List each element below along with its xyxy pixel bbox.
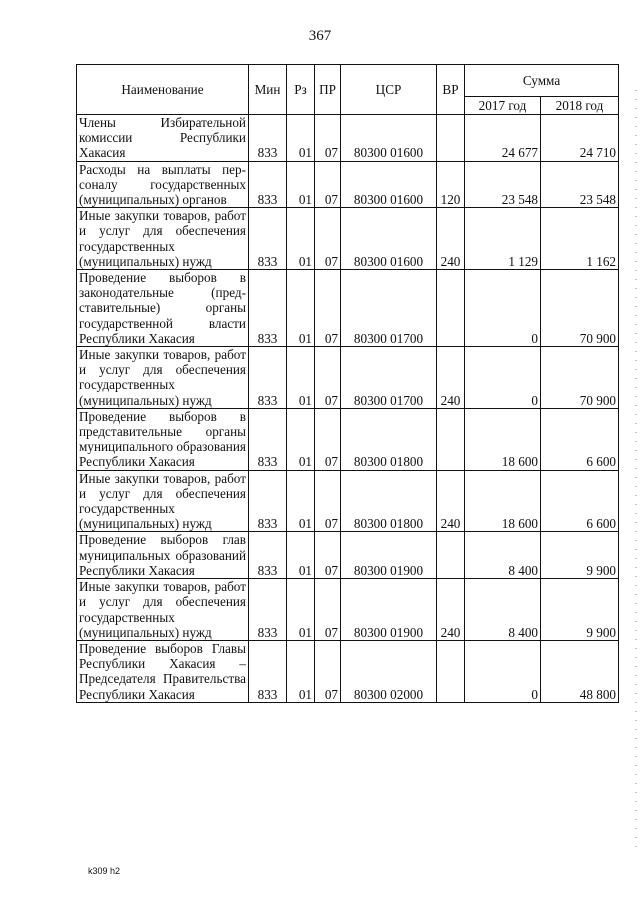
cell-min: 833 [249,347,287,409]
cell-name: Иные закупки товаров, работ и услуг для обеспечения государственных (муниципальных) нужд [77,470,249,532]
cell-csr: 80300 01700 [341,347,437,409]
header-row [77,65,619,97]
table-row [77,161,619,208]
cell-2017: 8 400 [465,532,541,579]
cell-vr [437,270,465,347]
cell-csr: 80300 01800 [341,470,437,532]
cell-vr [437,532,465,579]
cell-2017: 23 548 [465,161,541,208]
budget-table [76,64,619,703]
cell-csr: 80300 01700 [341,270,437,347]
cell-csr: 80300 01600 [341,208,437,270]
cell-rz: 01 [287,115,315,162]
header-2018: 2018 год [541,97,619,115]
cell-2018: 70 900 [541,270,619,347]
cell-pr: 07 [315,161,341,208]
cell-2017: 18 600 [465,408,541,470]
cell-rz: 01 [287,470,315,532]
cell-rz: 01 [287,532,315,579]
cell-2018: 9 900 [541,532,619,579]
header-2017: 2017 год [465,97,541,115]
cell-vr [437,115,465,162]
cell-2017: 1 129 [465,208,541,270]
scan-edge-marks [635,90,637,850]
cell-csr: 80300 01600 [341,161,437,208]
cell-name: Расходы на выплаты персоналу государственных (муниципальных) органов [77,161,249,208]
cell-2017: 0 [465,347,541,409]
cell-rz: 01 [287,347,315,409]
cell-pr: 07 [315,270,341,347]
cell-name: Члены Избирательной комиссии Республики Хакасия [77,115,249,162]
table-row [77,347,619,409]
cell-min: 833 [249,532,287,579]
header-sum: Сумма [465,65,619,97]
cell-pr: 07 [315,470,341,532]
cell-rz: 01 [287,161,315,208]
cell-rz: 01 [287,640,315,702]
table-body [77,115,619,703]
table-row [77,208,619,270]
table-row [77,640,619,702]
cell-vr: 240 [437,579,465,641]
cell-2018: 6 600 [541,408,619,470]
cell-csr: 80300 02000 [341,640,437,702]
cell-vr: 240 [437,208,465,270]
cell-2018: 70 900 [541,347,619,409]
cell-pr: 07 [315,347,341,409]
cell-name: Иные закупки товаров, работ и услуг для обеспечения государственных (муниципальных) нужд [77,208,249,270]
header-min: Мин [249,65,287,115]
cell-pr: 07 [315,532,341,579]
cell-csr: 80300 01900 [341,532,437,579]
cell-name: Иные закупки товаров, работ и услуг для обеспечения государственных (муниципальных) нужд [77,579,249,641]
header-rz: Рз [287,65,315,115]
cell-min: 833 [249,270,287,347]
footer-code: k309 h2 [88,866,121,876]
cell-csr: 80300 01800 [341,408,437,470]
cell-2018: 9 900 [541,579,619,641]
table-row [77,408,619,470]
cell-min: 833 [249,161,287,208]
cell-rz: 01 [287,579,315,641]
header-pr: ПР [315,65,341,115]
table-row [77,470,619,532]
table-row [77,532,619,579]
cell-pr: 07 [315,408,341,470]
cell-min: 833 [249,579,287,641]
cell-vr [437,408,465,470]
cell-pr: 07 [315,208,341,270]
cell-2017: 24 677 [465,115,541,162]
cell-2017: 0 [465,640,541,702]
cell-2018: 24 710 [541,115,619,162]
cell-vr: 240 [437,470,465,532]
cell-pr: 07 [315,579,341,641]
cell-name: Проведение выборов в представительные органы муниципального образования Республики Хакасия [77,408,249,470]
table-row [77,115,619,162]
cell-2017: 0 [465,270,541,347]
cell-2018: 1 162 [541,208,619,270]
cell-2017: 18 600 [465,470,541,532]
cell-min: 833 [249,115,287,162]
cell-min: 833 [249,408,287,470]
cell-min: 833 [249,208,287,270]
cell-2018: 6 600 [541,470,619,532]
cell-vr: 240 [437,347,465,409]
cell-min: 833 [249,640,287,702]
cell-name: Проведение выборов Главы Республики Хакасия – Председателя Правительства Республики Хакасия [77,640,249,702]
cell-rz: 01 [287,208,315,270]
header-csr: ЦСР [341,65,437,115]
cell-min: 833 [249,470,287,532]
header-name: Наименование [77,65,249,115]
page-number: 367 [308,28,332,44]
cell-2017: 8 400 [465,579,541,641]
cell-rz: 01 [287,270,315,347]
table-row [77,579,619,641]
cell-csr: 80300 01900 [341,579,437,641]
header-vr: ВР [437,65,465,115]
table-row [77,270,619,347]
cell-rz: 01 [287,408,315,470]
cell-pr: 07 [315,115,341,162]
cell-name: Иные закупки товаров, работ и услуг для обеспечения государственных (муниципальных) нужд [77,347,249,409]
cell-2018: 48 800 [541,640,619,702]
cell-name: Проведение выборов глав муниципальных образований Республики Хакасия [77,532,249,579]
cell-vr [437,640,465,702]
cell-csr: 80300 01600 [341,115,437,162]
cell-2018: 23 548 [541,161,619,208]
cell-pr: 07 [315,640,341,702]
cell-vr: 120 [437,161,465,208]
cell-name: Проведение выборов в законодательные (представительные) органы государственной власти Республики Хакасия [77,270,249,347]
